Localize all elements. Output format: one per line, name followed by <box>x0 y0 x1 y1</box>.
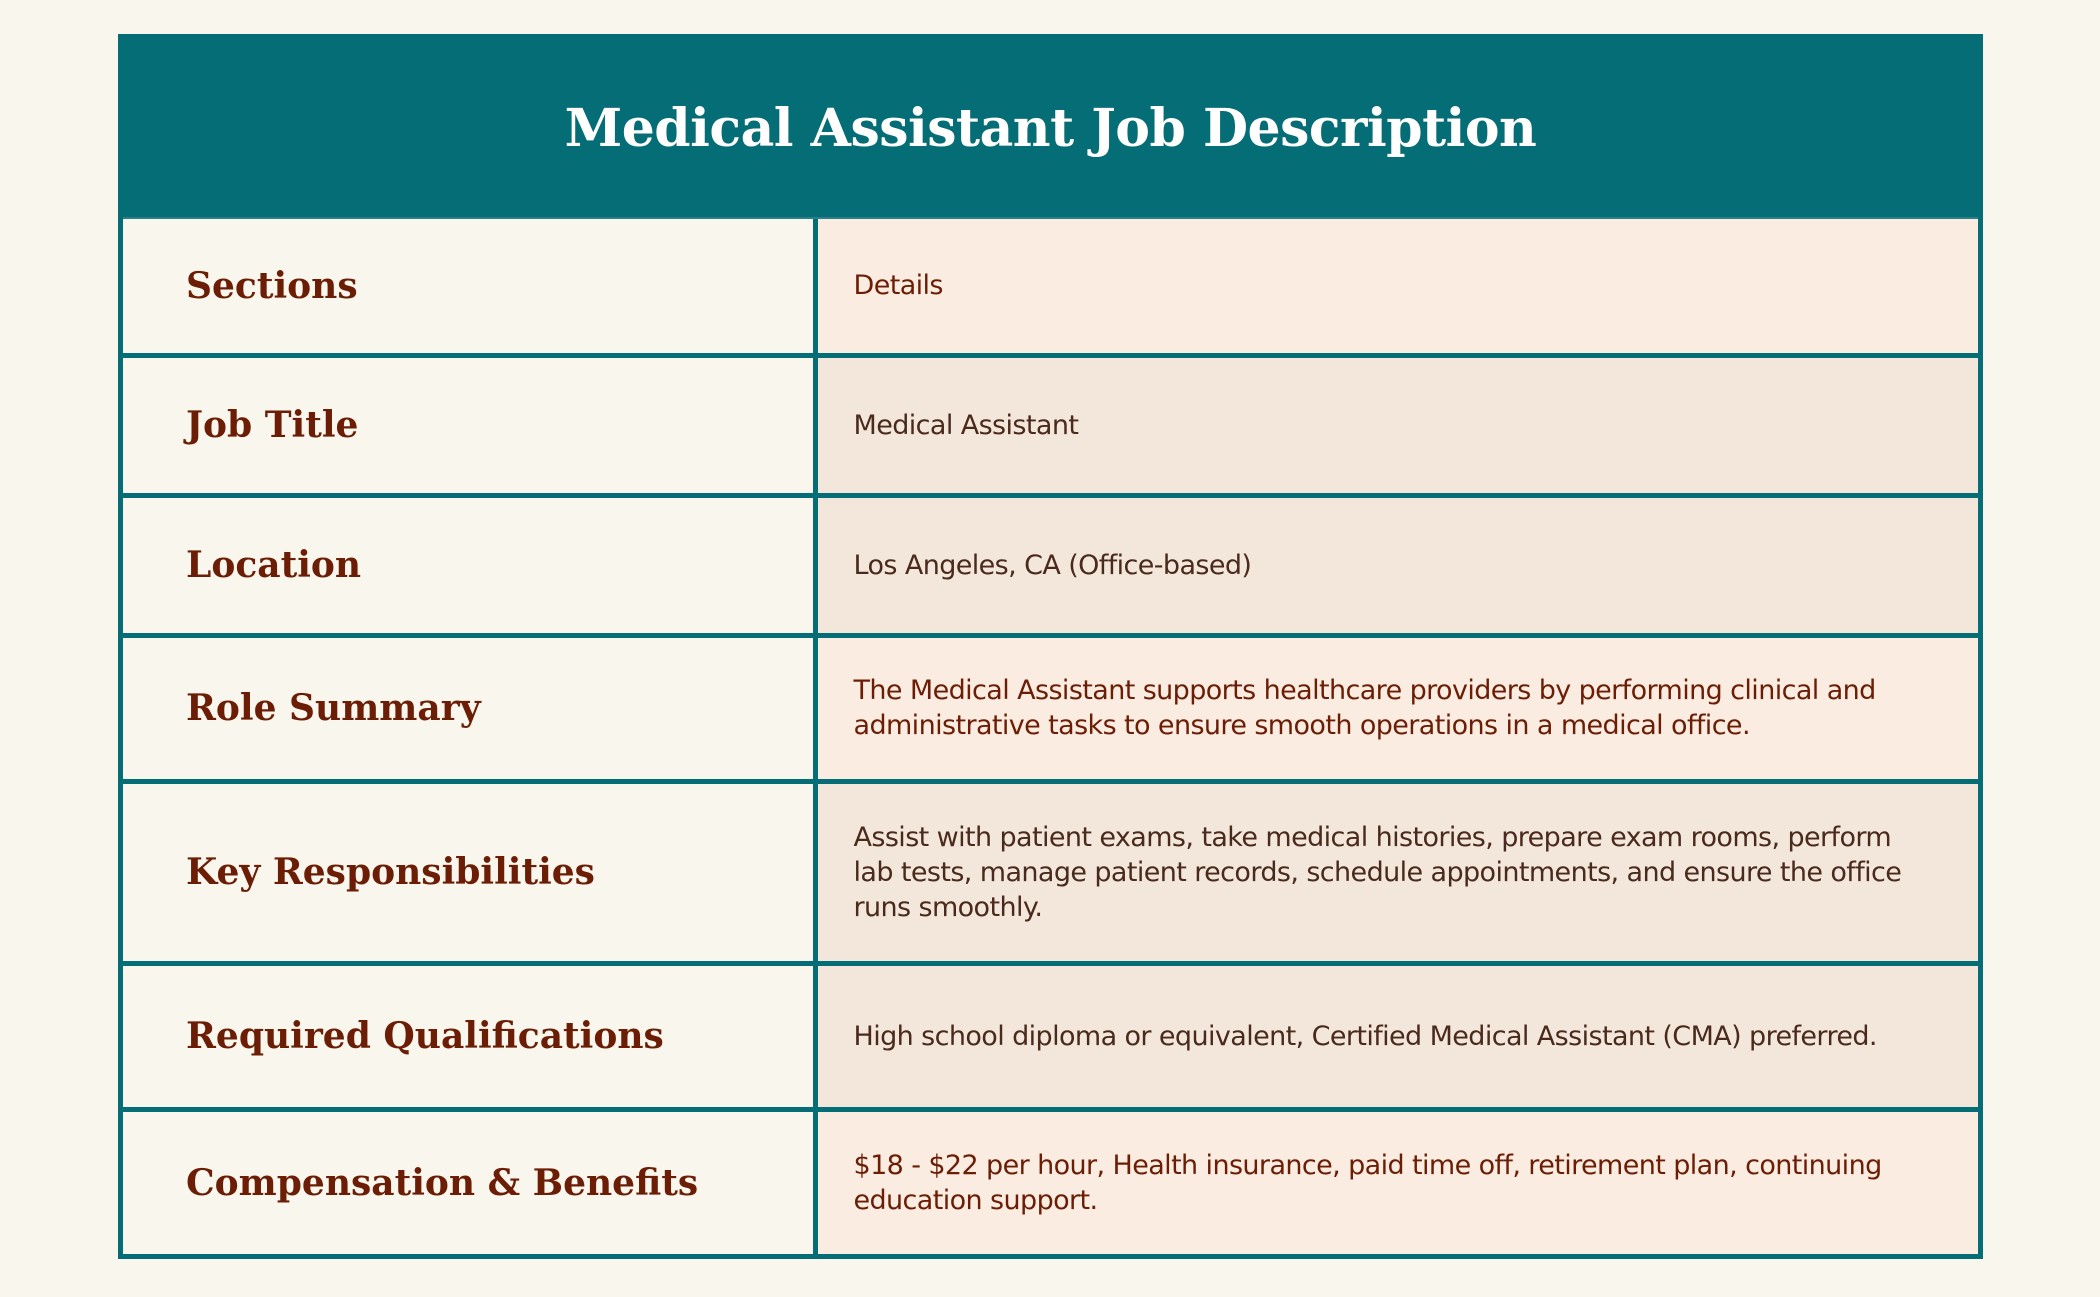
row-value: High school diploma or equivalent, Certified Medical Assistant (CMA) preferred. <box>815 963 1978 1109</box>
row-label: Role Summary <box>123 635 815 781</box>
row-label: Compensation & Benefits <box>123 1109 815 1254</box>
row-label: Location <box>123 495 815 635</box>
table-row-key-responsibilities <box>123 781 1978 963</box>
row-value: The Medical Assistant supports healthcare providers by performing clinical and administrative tasks to ensure smooth operations in a medical office. <box>815 635 1978 781</box>
title-bar <box>123 39 1978 219</box>
table-row-required-qualifications <box>123 963 1978 1109</box>
table-row-sections-header <box>123 219 1978 355</box>
row-value: Los Angeles, CA (Office-based) <box>815 495 1978 635</box>
row-label: Sections <box>123 219 815 355</box>
table-row-location <box>123 495 1978 635</box>
row-value: Assist with patient exams, take medical histories, prepare exam rooms, perform lab tests, manage patient records, schedule appointments, and ensure the office runs smoothly. <box>815 781 1978 963</box>
page-title: Medical Assistant Job Description <box>564 97 1537 159</box>
job-description-document <box>118 34 1983 1259</box>
table-row-compensation-benefits <box>123 1109 1978 1254</box>
row-label: Required Qualifications <box>123 963 815 1109</box>
row-label: Job Title <box>123 355 815 495</box>
row-value: Medical Assistant <box>815 355 1978 495</box>
job-details-table <box>123 219 1978 1254</box>
row-value: $18 - $22 per hour, Health insurance, paid time off, retirement plan, continuing education support. <box>815 1109 1978 1254</box>
row-value: Details <box>815 219 1978 355</box>
row-label: Key Responsibilities <box>123 781 815 963</box>
table-row-role-summary <box>123 635 1978 781</box>
table-row-job-title <box>123 355 1978 495</box>
